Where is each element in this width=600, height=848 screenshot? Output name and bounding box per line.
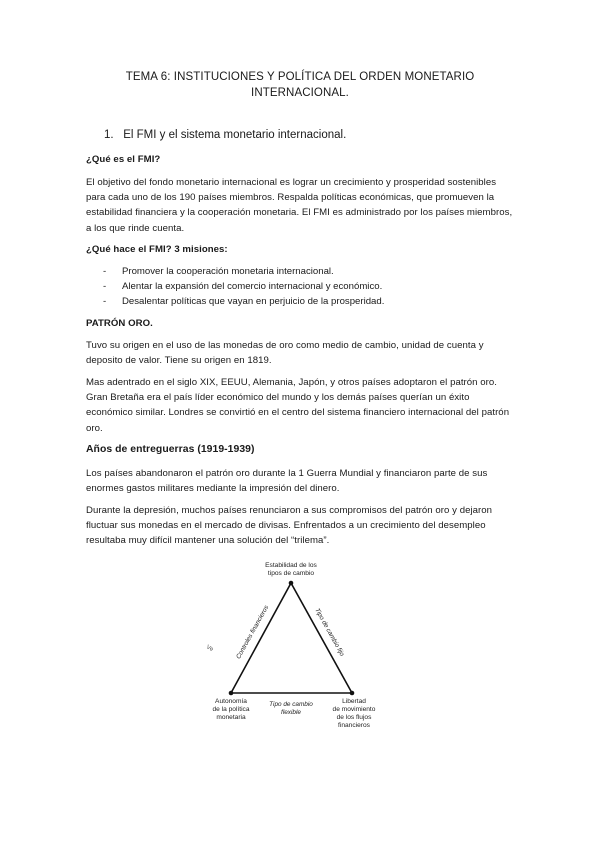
left-vertex-label-1: Autonomía xyxy=(215,698,247,705)
right-vertex-label-3: de los flujos xyxy=(336,714,372,721)
mission-text: Desalentar políticas que vayan en perjuicio de la prosperidad. xyxy=(122,296,385,308)
paragraph-depression: Durante la depresión, muchos países renunciaron a sus compromisos del patrón oro y dejaron fluctuar sus monedas en el mercado de divisas. Enfrentados a un crecimiento del desempleo resultaba muy difícil mantener una solución del “trilema”. xyxy=(86,505,493,547)
paragraph-imf-objective: El objetivo del fondo monetario internacional es lograr un crecimiento y prosperidad sostenibles para cada uno de los 190 países miembros. Respalda políticas económicas, que promueven la estabilidad financiera y la cooperación monetaria. El FMI es administrado por los países miembros, a los que rinde cuenta. xyxy=(86,177,513,234)
handwritten-margin-mark: Ve xyxy=(205,644,215,654)
left-vertex-label-2: de la política xyxy=(212,706,250,713)
vertex-left xyxy=(229,691,234,696)
section-1-number: 1. xyxy=(104,129,114,141)
top-vertex-label-2: tipos de cambio xyxy=(267,570,315,577)
mission-text: Alentar la expansión del comercio internacional y económico. xyxy=(122,281,383,293)
bullet-dash: - xyxy=(103,266,107,277)
heading-patron-oro: PATRÓN ORO. xyxy=(86,318,153,329)
right-vertex-label-4: financieros xyxy=(338,722,370,729)
bottom-side-label-2: flexible xyxy=(281,709,301,716)
question-imf-missions: ¿Qué hace el FMI? 3 misiones: xyxy=(86,244,228,255)
missions-list xyxy=(103,264,384,310)
left-side-label: Controles financieros xyxy=(235,604,271,661)
title-line-1: TEMA 6: INSTITUCIONES Y POLÍTICA DEL ORDEN MONETARIO xyxy=(125,71,475,83)
paragraph-patron-origin: Tuvo su origen en el uso de las monedas de oro como medio de cambio, unidad de cuenta y deposito de valor. Tiene su origen en 1819. xyxy=(86,340,484,367)
bottom-side-label-1: Tipo de cambio xyxy=(269,701,313,708)
vertex-right xyxy=(350,691,355,696)
list-item xyxy=(103,264,384,279)
paragraph-patron-xix: Mas adentrado en el siglo XIX, EEUU, Alemania, Japón, y otros países adoptaron el patrón oro. Gran Bretaña era el país líder económico del mundo y los demás países querían un éxito económico similar. Londres se convirtió en el centro del sistema financiero internacional del patrón oro. xyxy=(86,377,510,434)
bullet-dash: - xyxy=(103,296,107,308)
right-side-label: Tipo de cambio fijo xyxy=(313,607,346,658)
heading-entreguerras: Años de entreguerras (1919-1939) xyxy=(86,444,255,455)
list-item xyxy=(103,279,384,294)
right-vertex-label-1: Libertad xyxy=(342,698,366,705)
trilemma-diagram xyxy=(190,555,420,745)
title-line-2: INTERNACIONAL. xyxy=(251,87,349,99)
list-item xyxy=(103,294,384,309)
triangle-left-side xyxy=(231,583,291,693)
top-vertex-label-1: Estabilidad de los xyxy=(265,562,317,569)
triangle-right-side xyxy=(291,583,352,693)
mission-text: Promover la cooperación monetaria internacional. xyxy=(122,266,334,277)
section-1-heading xyxy=(104,129,346,141)
section-1-title: El FMI y el sistema monetario internacional. xyxy=(123,129,347,141)
vertex-top xyxy=(289,581,294,586)
question-what-is-imf: ¿Qué es el FMI? xyxy=(86,154,161,165)
paragraph-abandon-gold: Los países abandonaron el patrón oro durante la 1 Guerra Mundial y financiaron parte de sus enormes gastos militares mediante la impresión del dinero. xyxy=(86,468,488,495)
bullet-dash: - xyxy=(103,281,107,293)
right-vertex-label-2: de movimiento xyxy=(332,706,376,713)
left-vertex-label-3: monetaria xyxy=(216,714,246,721)
document-title xyxy=(80,69,520,101)
